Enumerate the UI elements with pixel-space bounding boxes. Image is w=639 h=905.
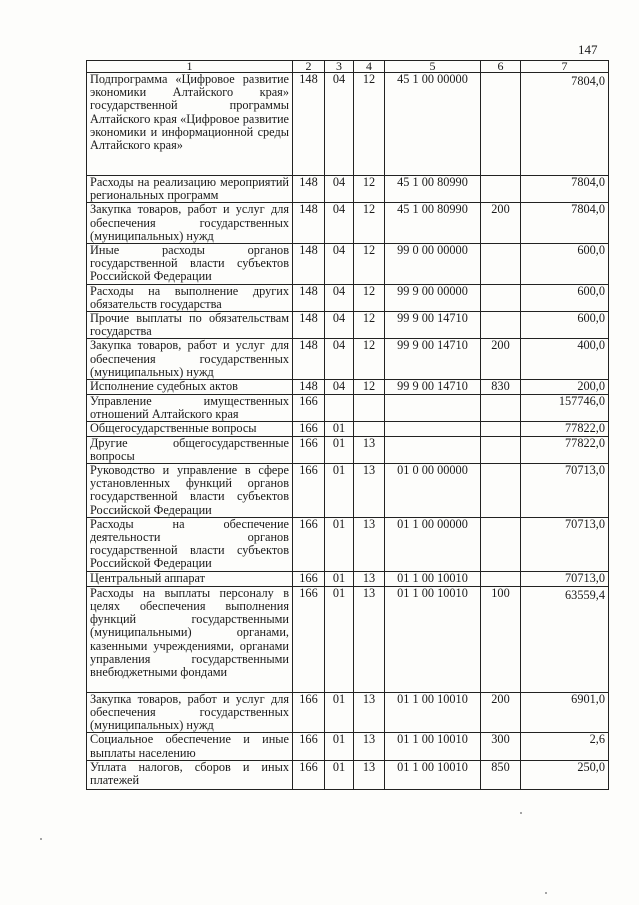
amount: 70713,0: [521, 571, 609, 586]
scan-speck: [40, 838, 42, 840]
target-article-code: 99 9 00 14710: [385, 380, 481, 395]
table-row: [87, 284, 609, 311]
subsection-code: 12: [354, 284, 385, 311]
section-code: 01: [325, 571, 354, 586]
target-article-code: 99 9 00 00000: [385, 284, 481, 311]
subsection-code: [354, 395, 385, 422]
amount: 600,0: [521, 284, 609, 311]
section-code: 01: [325, 586, 354, 692]
expense-type-code: [481, 517, 521, 571]
target-article-code: 01 1 00 00000: [385, 517, 481, 571]
table-row: [87, 586, 609, 692]
column-header: 1: [87, 61, 293, 73]
amount: 2,6: [521, 733, 609, 760]
target-article-code: 01 1 00 10010: [385, 571, 481, 586]
ministry-code: 166: [293, 395, 325, 422]
table-row: [87, 436, 609, 463]
amount: 7804,0: [521, 203, 609, 244]
section-code: 04: [325, 339, 354, 380]
amount: 70713,0: [521, 517, 609, 571]
section-code: [325, 395, 354, 422]
amount: 157746,0: [521, 395, 609, 422]
expense-name: Уплата налогов, сборов и иных платежей: [87, 760, 293, 789]
subsection-code: 13: [354, 464, 385, 518]
subsection-code: 12: [354, 203, 385, 244]
expense-name: Исполнение судебных актов: [87, 380, 293, 395]
subsection-code: 13: [354, 733, 385, 760]
target-article-code: 45 1 00 80990: [385, 176, 481, 203]
target-article-code: 45 1 00 00000: [385, 73, 481, 176]
subsection-code: 13: [354, 571, 385, 586]
expense-type-code: [481, 284, 521, 311]
ministry-code: 166: [293, 571, 325, 586]
expense-type-code: [481, 312, 521, 339]
subsection-code: 12: [354, 339, 385, 380]
table-row: [87, 733, 609, 760]
amount: 600,0: [521, 244, 609, 285]
target-article-code: 01 1 00 10010: [385, 692, 481, 733]
expense-name: Общегосударственные вопросы: [87, 422, 293, 436]
ministry-code: 148: [293, 312, 325, 339]
amount: 7804,0: [521, 73, 609, 176]
amount: 7804,0: [521, 176, 609, 203]
scan-speck: [545, 892, 547, 894]
expense-name: Иные расходы органов государственной власти субъектов Российской Федерации: [87, 244, 293, 285]
scan-speck: [520, 812, 522, 814]
subsection-code: 13: [354, 586, 385, 692]
table-row: [87, 244, 609, 285]
table-row: [87, 395, 609, 422]
expense-name: Социальное обеспечение и иные выплаты населению: [87, 733, 293, 760]
section-code: 04: [325, 176, 354, 203]
table-row: [87, 380, 609, 395]
table-row: [87, 760, 609, 789]
section-code: 01: [325, 422, 354, 436]
ministry-code: 148: [293, 339, 325, 380]
amount: 200,0: [521, 380, 609, 395]
expense-name: Расходы на обеспечение деятельности органов государственной власти субъектов Российской Федерации: [87, 517, 293, 571]
section-code: 01: [325, 692, 354, 733]
amount: 63559,4: [521, 586, 609, 692]
ministry-code: 166: [293, 422, 325, 436]
expense-name: Прочие выплаты по обязательствам государства: [87, 312, 293, 339]
expense-name: Руководство и управление в сфере установленных функций органов государственной власти субъектов Российской Федерации: [87, 464, 293, 518]
subsection-code: 12: [354, 380, 385, 395]
table-row: [87, 464, 609, 518]
target-article-code: 01 0 00 00000: [385, 464, 481, 518]
expense-type-code: 100: [481, 586, 521, 692]
table-row: [87, 73, 609, 176]
ministry-code: 166: [293, 464, 325, 518]
section-code: 01: [325, 733, 354, 760]
expense-type-code: 830: [481, 380, 521, 395]
amount: 400,0: [521, 339, 609, 380]
section-code: 01: [325, 760, 354, 789]
target-article-code: [385, 436, 481, 463]
expense-name: Центральный аппарат: [87, 571, 293, 586]
subsection-code: [354, 422, 385, 436]
ministry-code: 166: [293, 436, 325, 463]
expense-name: Расходы на реализацию мероприятий региональных программ: [87, 176, 293, 203]
expense-type-code: 850: [481, 760, 521, 789]
section-code: 04: [325, 284, 354, 311]
expense-name: Закупка товаров, работ и услуг для обеспечения государственных (муниципальных) нужд: [87, 692, 293, 733]
expense-type-code: [481, 571, 521, 586]
expense-name: Управление имущественных отношений Алтайского края: [87, 395, 293, 422]
subsection-code: 13: [354, 692, 385, 733]
expense-type-code: [481, 73, 521, 176]
expense-type-code: [481, 464, 521, 518]
subsection-code: 12: [354, 176, 385, 203]
expense-type-code: [481, 395, 521, 422]
budget-table: [86, 60, 609, 790]
expense-name: Расходы на выплаты персоналу в целях обеспечения выполнения функций государственными (муниципальными) органами, казенными учреждениями, органами управления государственными внебюджетными фондами: [87, 586, 293, 692]
expense-name: Закупка товаров, работ и услуг для обеспечения государственных (муниципальных) нужд: [87, 339, 293, 380]
target-article-code: 99 0 00 00000: [385, 244, 481, 285]
expense-name: Подпрограмма «Цифровое развитие экономики Алтайского края» государственной программы Алтайского края «Цифровое развитие экономики и информационной среды Алтайского края»: [87, 73, 293, 176]
expense-name: Другие общегосударственные вопросы: [87, 436, 293, 463]
subsection-code: 12: [354, 73, 385, 176]
page-number: 147: [578, 42, 598, 57]
ministry-code: 166: [293, 517, 325, 571]
expense-name: Закупка товаров, работ и услуг для обеспечения государственных (муниципальных) нужд: [87, 203, 293, 244]
target-article-code: 45 1 00 80990: [385, 203, 481, 244]
amount: 77822,0: [521, 436, 609, 463]
table-row: [87, 422, 609, 436]
target-article-code: 01 1 00 10010: [385, 760, 481, 789]
ministry-code: 148: [293, 284, 325, 311]
target-article-code: 01 1 00 10010: [385, 733, 481, 760]
expense-type-code: 300: [481, 733, 521, 760]
section-code: 04: [325, 380, 354, 395]
section-code: 01: [325, 517, 354, 571]
section-code: 01: [325, 464, 354, 518]
expense-type-code: 200: [481, 203, 521, 244]
ministry-code: 166: [293, 692, 325, 733]
expense-type-code: [481, 422, 521, 436]
table-row: [87, 571, 609, 586]
expense-type-code: [481, 176, 521, 203]
amount: 250,0: [521, 760, 609, 789]
column-header: 2: [293, 61, 325, 73]
ministry-code: 148: [293, 203, 325, 244]
table-row: [87, 176, 609, 203]
ministry-code: 166: [293, 586, 325, 692]
expense-type-code: 200: [481, 339, 521, 380]
ministry-code: 148: [293, 380, 325, 395]
table-row: [87, 203, 609, 244]
column-header: 3: [325, 61, 354, 73]
ministry-code: 148: [293, 244, 325, 285]
ministry-code: 148: [293, 73, 325, 176]
subsection-code: 12: [354, 312, 385, 339]
expense-type-code: [481, 436, 521, 463]
table-row: [87, 339, 609, 380]
section-code: 04: [325, 73, 354, 176]
ministry-code: 166: [293, 760, 325, 789]
subsection-code: 13: [354, 760, 385, 789]
subsection-code: 13: [354, 517, 385, 571]
subsection-code: 12: [354, 244, 385, 285]
column-header: 7: [521, 61, 609, 73]
section-code: 01: [325, 436, 354, 463]
table-header-row: [87, 61, 609, 73]
column-header: 4: [354, 61, 385, 73]
target-article-code: 01 1 00 10010: [385, 586, 481, 692]
table-row: [87, 517, 609, 571]
column-header: 5: [385, 61, 481, 73]
section-code: 04: [325, 244, 354, 285]
expense-type-code: [481, 244, 521, 285]
ministry-code: 148: [293, 176, 325, 203]
amount: 70713,0: [521, 464, 609, 518]
table-row: [87, 692, 609, 733]
amount: 600,0: [521, 312, 609, 339]
expense-type-code: 200: [481, 692, 521, 733]
target-article-code: 99 9 00 14710: [385, 312, 481, 339]
ministry-code: 166: [293, 733, 325, 760]
column-header: 6: [481, 61, 521, 73]
amount: 77822,0: [521, 422, 609, 436]
target-article-code: 99 9 00 14710: [385, 339, 481, 380]
target-article-code: [385, 395, 481, 422]
section-code: 04: [325, 312, 354, 339]
expense-name: Расходы на выполнение других обязательств государства: [87, 284, 293, 311]
section-code: 04: [325, 203, 354, 244]
target-article-code: [385, 422, 481, 436]
table-row: [87, 312, 609, 339]
subsection-code: 13: [354, 436, 385, 463]
amount: 6901,0: [521, 692, 609, 733]
